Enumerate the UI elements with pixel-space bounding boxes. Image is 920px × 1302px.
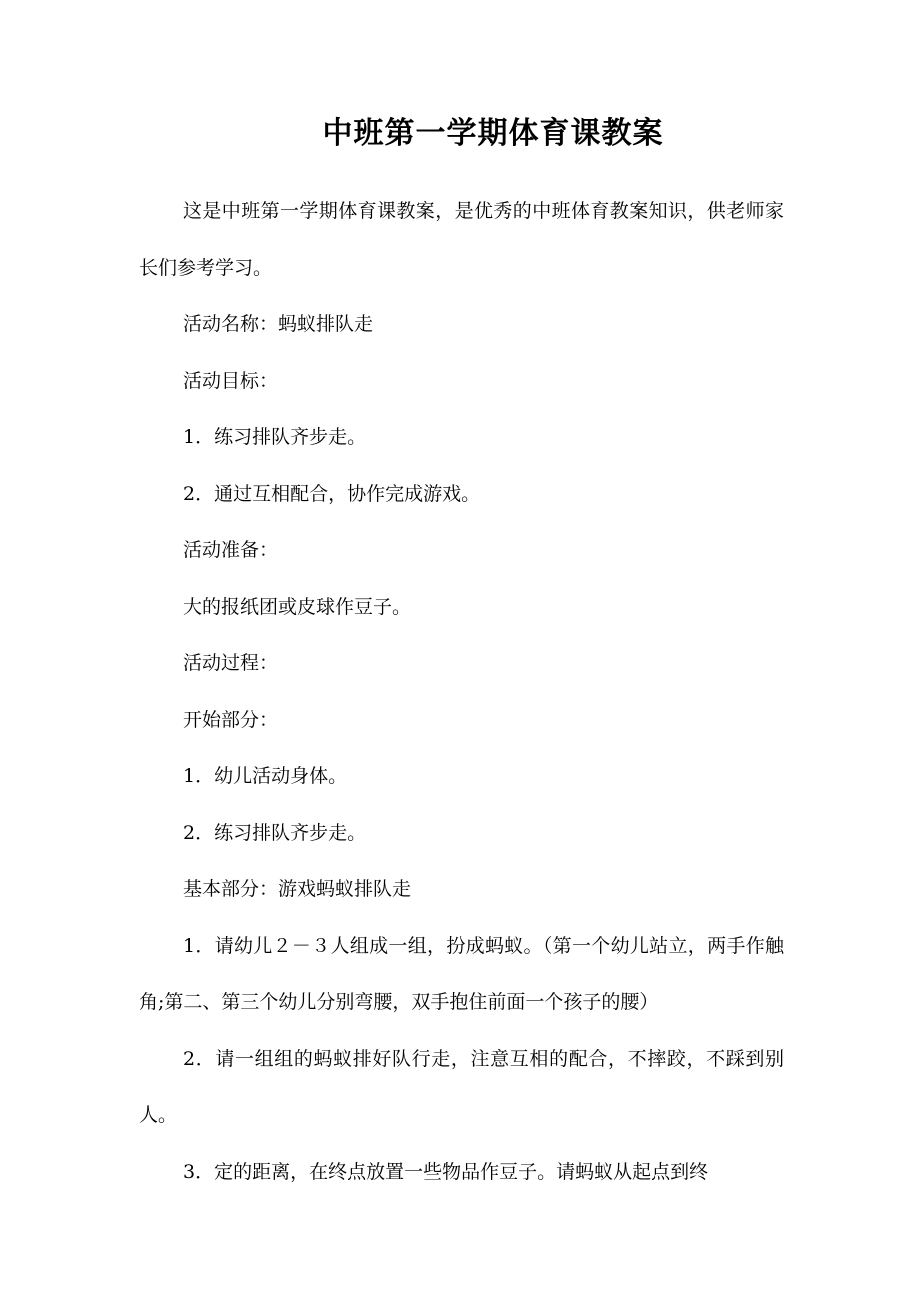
paragraph-basic-heading: 基本部分：游戏蚂蚁排队走 (183, 878, 412, 900)
paragraph-intro: 这是中班第一学期体育课教案，是优秀的中班体育教案知识，供老师家长们参考学习。 (139, 200, 784, 279)
paragraph-basic-3: 3．定的距离，在终点放置一些物品作豆子。请蚂蚁从起点到终 (183, 1160, 709, 1183)
paragraph-basic-1: 1．请幼儿２－３人组成一组，扮成蚂蚁。（第一个幼儿站立，两手作触角;第二、第三个幼儿分别弯腰，双手抱住前面一个孩子的腰） (139, 934, 784, 1013)
paragraph-process-heading: 活动过程： (183, 652, 279, 674)
paragraph-basic-2: 2．请一组组的蚂蚁排好队行走，注意互相的配合，不摔跤，不踩到别人。 (139, 1047, 784, 1126)
paragraph-start-2: 2．练习排队齐步走。 (183, 821, 367, 844)
paragraph-preparation: 大的报纸团或皮球作豆子。 (183, 595, 412, 618)
paragraph-start-1: 1．幼儿活动身体。 (183, 765, 348, 787)
paragraph-preparation-heading: 活动准备： (183, 539, 279, 561)
paragraph-goals-heading: 活动目标： (183, 369, 279, 392)
paragraph-activity-name: 活动名称：蚂蚁排队走 (183, 313, 374, 335)
paragraph-goal-1: 1．练习排队齐步走。 (183, 426, 367, 448)
paragraph-goal-2: 2．通过互相配合，协作完成游戏。 (183, 482, 481, 505)
document-body (139, 183, 784, 1200)
paragraph-start-heading: 开始部分： (183, 708, 279, 731)
document-title: 中班第一学期体育课教案 (322, 116, 664, 151)
